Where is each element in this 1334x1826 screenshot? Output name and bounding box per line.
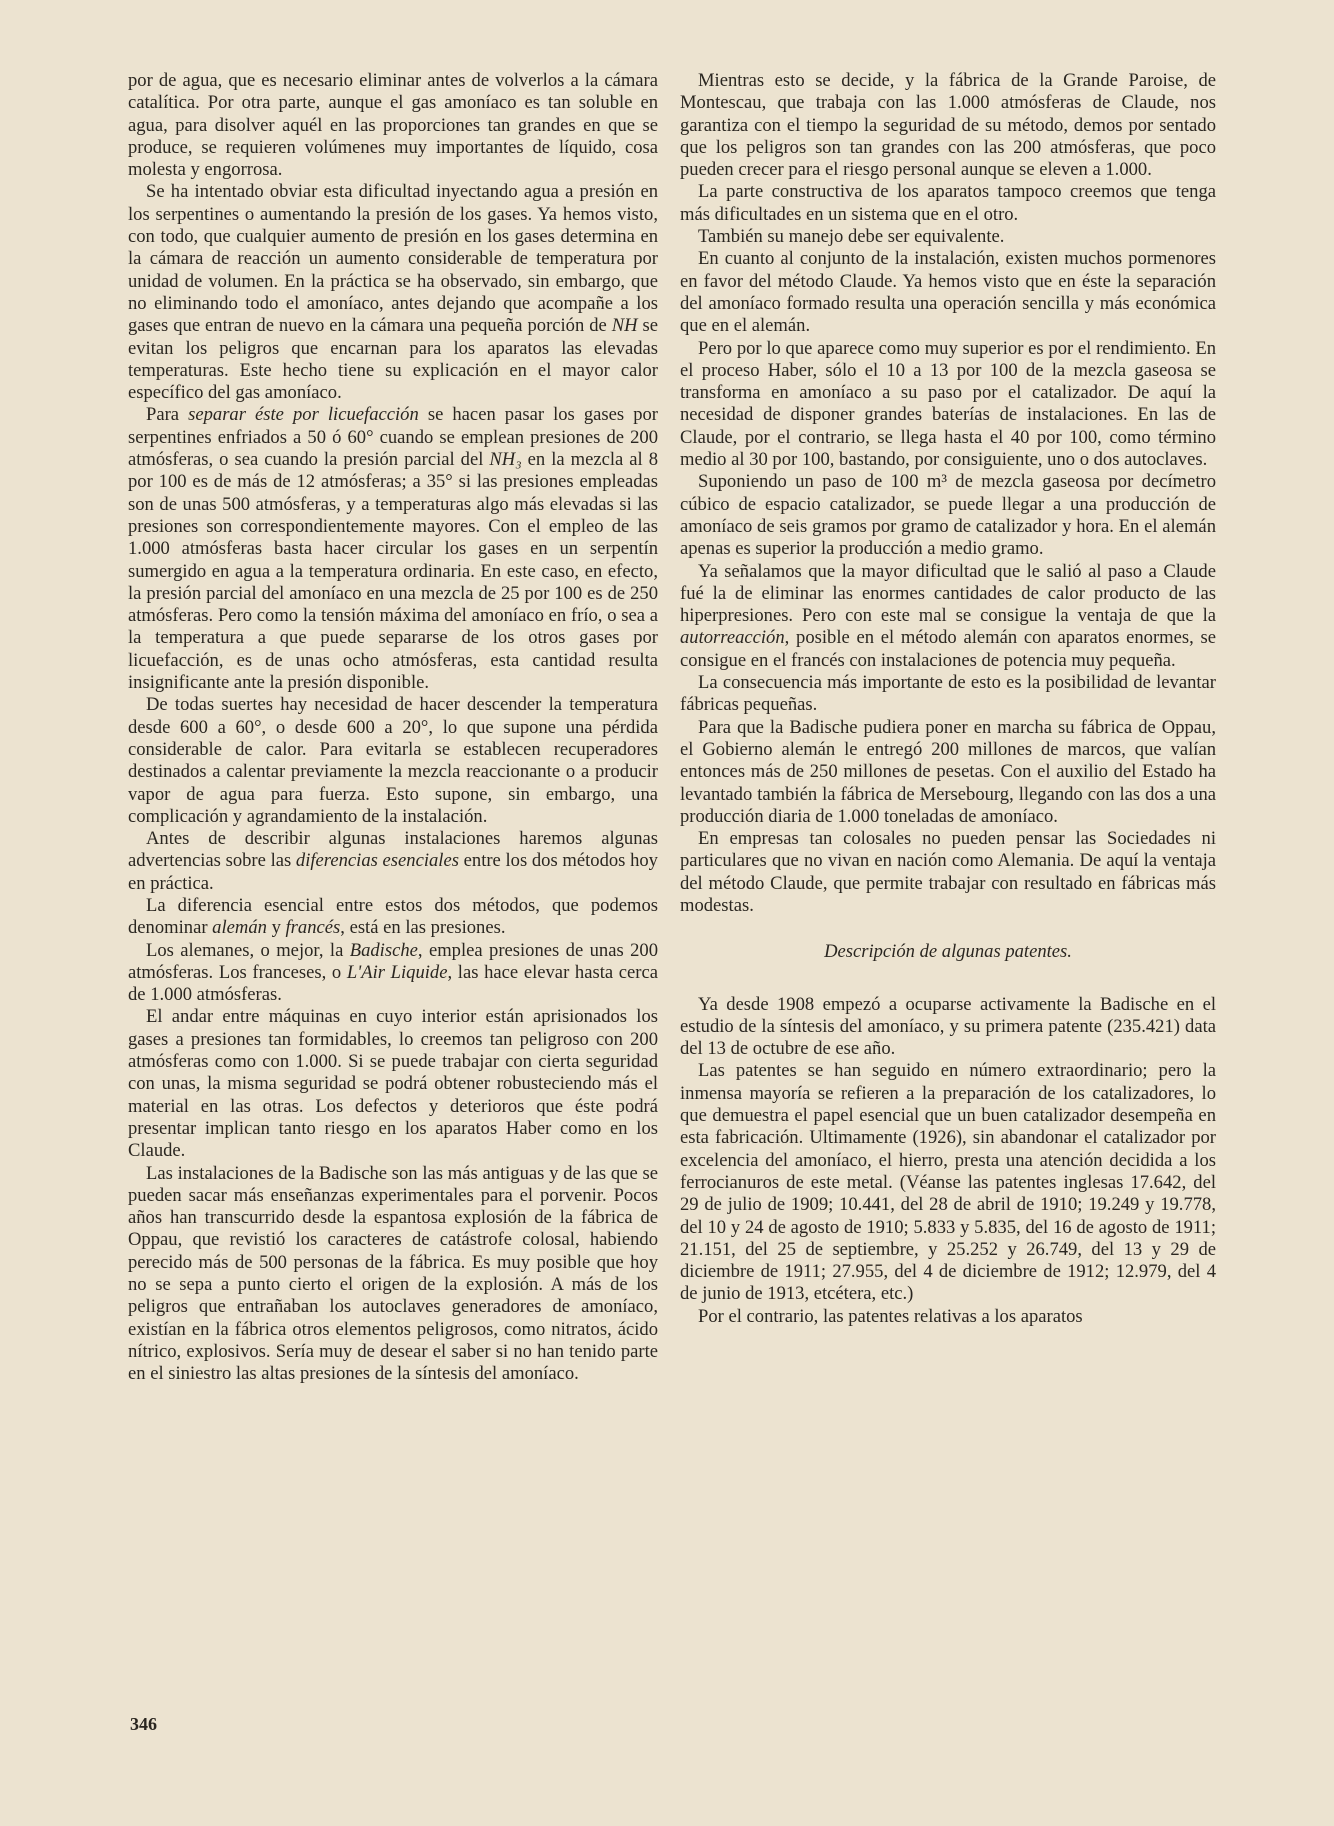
paragraph: Ya desde 1908 empezó a ocuparse activamente la Badische en el estudio de la síntesis del amoníaco, y su primera patente (235.421) data del 13 de octubre de ese año. bbox=[680, 993, 1216, 1060]
right-column bbox=[680, 70, 1216, 1328]
paragraph: por de agua, que es necesario eliminar antes de volverlos a la cámara catalítica. Por otra parte, aunque el gas amoníaco es tan soluble en agua, para disolver aquél en las proporciones tan grandes en que se produce, se requieren volúmenes muy importantes de líquido, cosa molesta y engorrosa. bbox=[128, 70, 658, 181]
paragraph: El andar entre máquinas en cuyo interior están aprisionados los gases a presiones tan formidables, lo creemos tan peligroso con 200 atmósferas como con 1.000. Si se puede trabajar con cierta seguridad con unas, la misma seguridad se podrá obtener robusteciendo más el material en las otras. Los defectos y deterioros que éste podrá presentar implican tanto riesgo en los aparatos Haber como en los Claude. bbox=[128, 1006, 658, 1162]
paragraph: Por el contrario, las patentes relativas a los aparatos bbox=[698, 1305, 1083, 1327]
paragraph: Antes de describir algunas instalaciones haremos algunas advertencias sobre las diferencias esenciales entre los dos métodos hoy en práctica. bbox=[128, 828, 658, 894]
left-column bbox=[128, 70, 658, 1386]
paragraph: Los alemanes, o mejor, la Badische, emplea presiones de unas 200 atmósferas. Los franceses, o L'Air Liquide, las hace elevar hasta cerca de 1.000 atmósferas. bbox=[128, 939, 659, 1006]
paragraph: Mientras esto se decide, y la fábrica de la Grande Paroise, de Montescau, que trabaja con las 1.000 atmósferas de Claude, nos garantiza con el tiempo la seguridad de su método, demos por sentado que los peligros son tan grandes con las 200 atmósferas, que poco pueden crecer para el riesgo personal aunque se eleven a 1.000. bbox=[680, 70, 1216, 181]
paragraph: Pero por lo que aparece como muy superior es por el rendimiento. En el proceso Haber, sólo el 10 a 13 por 100 de la mezcla gaseosa se transforma en amoníaco a su paso por el catalizador. De aquí la necesidad de disponer grandes baterías de instalaciones. En las de Claude, por el contrario, se llega hasta el 40 por 100, como término medio al 30 por 100, bastando, por consiguiente, uno o dos autoclaves. bbox=[680, 337, 1216, 471]
paragraph: La consecuencia más importante de esto es la posibilidad de levantar fábricas pequeñas. bbox=[680, 672, 1216, 716]
paragraph: Suponiendo un paso de 100 m³ de mezcla gaseosa por decímetro cúbico de espacio catalizador, se puede llegar a una producción de amoníaco de seis gramos por gramo de catalizador y hora. En el alemán apenas es superior la producción a medio gramo. bbox=[680, 471, 1216, 560]
paragraph: En cuanto al conjunto de la instalación, existen muchos pormenores en favor del método Claude. Ya hemos visto que en éste la separación del amoníaco formado resulta una operación sencilla y más económica que en el alemán. bbox=[680, 248, 1216, 337]
paragraph: Ya señalamos que la mayor dificultad que le salió al paso a Claude fué la de eliminar las enormes cantidades de calor producto de las hiperpresiones. Pero con este mal se consigue la ventaja de que la autorreacción, posible en el método alemán con aparatos enormes, se consigue en el francés con instalaciones de potencia muy pequeña. bbox=[680, 560, 1216, 671]
paragraph: Las instalaciones de la Badische son las más antiguas y de las que se pueden sacar más enseñanzas experimentales para el porvenir. Pocos años han transcurrido desde la espantosa explosión de la fábrica de Oppau, que revistió los caracteres de catástrofe colosal, habiendo perecido más de 500 personas de la fábrica. Es muy posible que hoy no se sepa a punto cierto el origen de la explosión. A más de los peligros que entrañaban los autoclaves generadores de amoníaco, existían en la fábrica otros elementos peligrosos, como nitratos, ácido nítrico, explosivos. Sería muy de desear el saber si no han tenido parte en el siniestro las altas presiones de la síntesis del amoníaco. bbox=[128, 1162, 658, 1385]
paragraph: También su manejo debe ser equivalente. bbox=[698, 226, 1005, 248]
paragraph: De todas suertes hay necesidad de hacer descender la temperatura desde 600 a 60°, o desde 600 a 20°, lo que supone una pérdida considerable de calor. Para evitarla se establecen recuperadores destinados a calentar previamente la mezcla reaccionante o a producir vapor de agua para fuerza. Esto supone, sin embargo, una complicación y agrandamiento de la instalación. bbox=[128, 694, 658, 827]
page-number: 346 bbox=[130, 1714, 157, 1734]
paragraph: Para separar éste por licuefacción se hacen pasar los gases por serpentines enfriados a 50 ó 60° cuando se emplean presiones de 200 atmósferas, o sea cuando la presión parcial del NH₃ en la mezcla al 8 por 100 es de más de 12 atmósferas; a 35° si las presiones empleadas son de unas 500 atmósferas, y a temperaturas algo más elevadas si las presiones son correspondientemente mayores. Con el empleo de las 1.000 atmósferas basta hacer circular los gases en un serpentín sumergido en agua a la temperatura ordinaria. En este caso, en efecto, la presión parcial del amoníaco en una mezcla de 25 por 100 es de 250 atmósferas. Pero como la tensión máxima del amoníaco en frío, o sea a la temperatura a que puede separarse de los otros gases por licuefacción, es de unas ocho atmósferas, esta cantidad resulta insignificante ante la presión disponible. bbox=[128, 404, 658, 694]
paragraph: La parte constructiva de los aparatos tampoco creemos que tenga más dificultades en un sistema que en el otro. bbox=[680, 181, 1216, 225]
paragraph: Las patentes se han seguido en número extraordinario; pero la inmensa mayoría se refieren a la preparación de los catalizadores, lo que demuestra el papel esencial que un buen catalizador desempeña en esta fabricación. Ultimamente (1926), sin abandonar el catalizador por excelencia del amoníaco, el hierro, presta una atención decidida a los ferrocianuros de este metal. (Véanse las patentes inglesas 17.642, del 29 de julio de 1909; 10.441, del 28 de abril de 1910; 19.249 y 19.778, del 10 y 24 de agosto de 1910; 5.833 y 5.835, del 16 de agosto de 1911; 21.151, del 25 de septiembre, y 25.252 y 26.749, del 13 y 29 de diciembre de 1911; 27.955, del 4 de diciembre de 1912; 12.979, del 4 de junio de 1913, etcétera, etc.) bbox=[680, 1060, 1216, 1305]
paragraph: Se ha intentado obviar esta dificultad inyectando agua a presión en los serpentines o aumentando la presión de los gases. Ya hemos visto, con todo, que cualquier aumento de presión en los gases determina en la cámara de reacción un aumento considerable de temperatura por unidad de volumen. En la práctica se ha observado, sin embargo, que no eliminando todo el amoníaco, antes dejando que acompañe a los gases que entran de nuevo en la cámara una pequeña porción de NH se evitan los peligros que encarnan para los aparatos las elevadas temperaturas. Este hecho tiene su explicación en el mayor calor específico del gas amoníaco. bbox=[128, 181, 658, 404]
paragraph: Para que la Badische pudiera poner en marcha su fábrica de Oppau, el Gobierno alemán le entregó 200 millones de marcos, que valían entonces más de 250 millones de pesetas. Con el auxilio del Estado ha levantado también la fábrica de Mersebourg, llegando con las dos a una producción diaria de 1.000 toneladas de amoníaco. bbox=[680, 716, 1216, 827]
paragraph: La diferencia esencial entre estos dos métodos, que podemos denominar alemán y francés, está en las presiones. bbox=[128, 894, 658, 939]
section-heading: Descripción de algunas patentes. bbox=[824, 941, 1072, 963]
paragraph: En empresas tan colosales no pueden pensar las Sociedades ni particulares que no vivan en nación como Alemania. De aquí la ventaja del método Claude, que permite trabajar con resultado en fábricas más modestas. bbox=[680, 828, 1216, 916]
